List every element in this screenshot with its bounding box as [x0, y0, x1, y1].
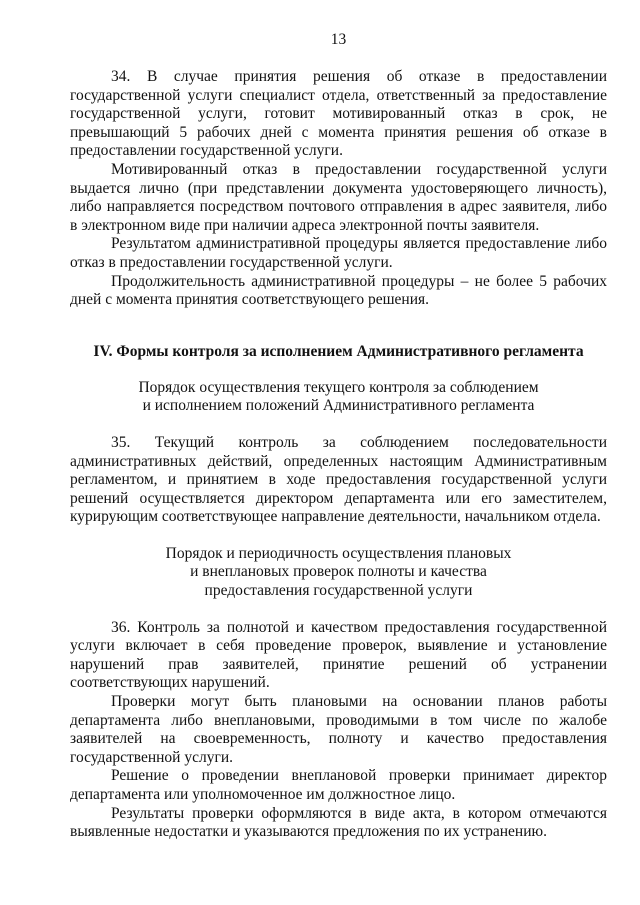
paragraph-procedure-result: Результатом административной процедуры является предоставление либо отказ в предоставлении государственной услуги.: [70, 235, 607, 271]
subheading-inspections: [70, 545, 607, 601]
subheading-line: Порядок и периодичность осуществления плановых: [165, 544, 512, 562]
paragraph-inspection-decision: Решение о проведении внеплановой проверки принимает директор департамента или уполномоченное им должностное лицо.: [70, 767, 607, 803]
paragraph-group-36: [70, 619, 607, 842]
paragraph-34: 34. В случае принятия решения об отказе в предоставлении государственной услуги специалист отдела, ответственный за предоставление государственной услуги, готовит мотивированный отказ в срок, не превышающий 5 рабочих дней с момента принятия решения об отказе в предоставлении государственной услуги.: [70, 68, 607, 160]
document-page: [70, 30, 607, 842]
paragraph-refusal-delivery: Мотивированный отказ в предоставлении государственной услуги выдается лично (при представлении документа удостоверяющего личность), либо направляется посредством почтового отправления в адрес заявителя, либо в электронном виде при наличии адреса электронной почты заявителя.: [70, 160, 607, 234]
subheading-current-control: [70, 379, 607, 416]
subheading-line: предоставления государственной услуги: [204, 582, 473, 600]
paragraph-36: 36. Контроль за полнотой и качеством предоставления государственной услуги включает в себя проведение проверок, выявление и установление нарушений прав заявителей, принятие решений об устранении соответствующих нарушений.: [70, 618, 607, 692]
page-number: 13: [330, 31, 347, 48]
subheading-line: и исполнением положений Административного регламента: [142, 397, 535, 415]
subheading-line: и внеплановых проверок полноты и качества: [190, 563, 487, 581]
paragraph-group-34: [70, 68, 607, 310]
paragraph-35: 35. Текущий контроль за соблюдением последовательности административных действий, определенных настоящим Административным регламентом, и принятием в ходе предоставления государственной услуги решений осуществляется директором департамента или его заместителем, курирующим соответствующее направление деятельности, начальником отдела.: [70, 433, 607, 526]
section-title: IV. Формы контроля за исполнением Административного регламента: [93, 342, 584, 360]
paragraph-procedure-duration: Продолжительность административной процедуры – не более 5 рабочих дней с момента принятия соответствующего решения.: [70, 272, 607, 309]
subheading-line: Порядок осуществления текущего контроля за соблюдением: [138, 378, 539, 396]
paragraph-inspection-types: Проверки могут быть плановыми на основании планов работы департамента либо внеплановыми, проводимыми в том числе по жалобе заявителей на своевременность, полноту и качество предоставления государственной услуги.: [70, 693, 607, 766]
paragraph-inspection-results: Результаты проверки оформляются в виде акта, в котором отмечаются выявленные недостатки и указываются предложения по их устранению.: [70, 804, 607, 841]
